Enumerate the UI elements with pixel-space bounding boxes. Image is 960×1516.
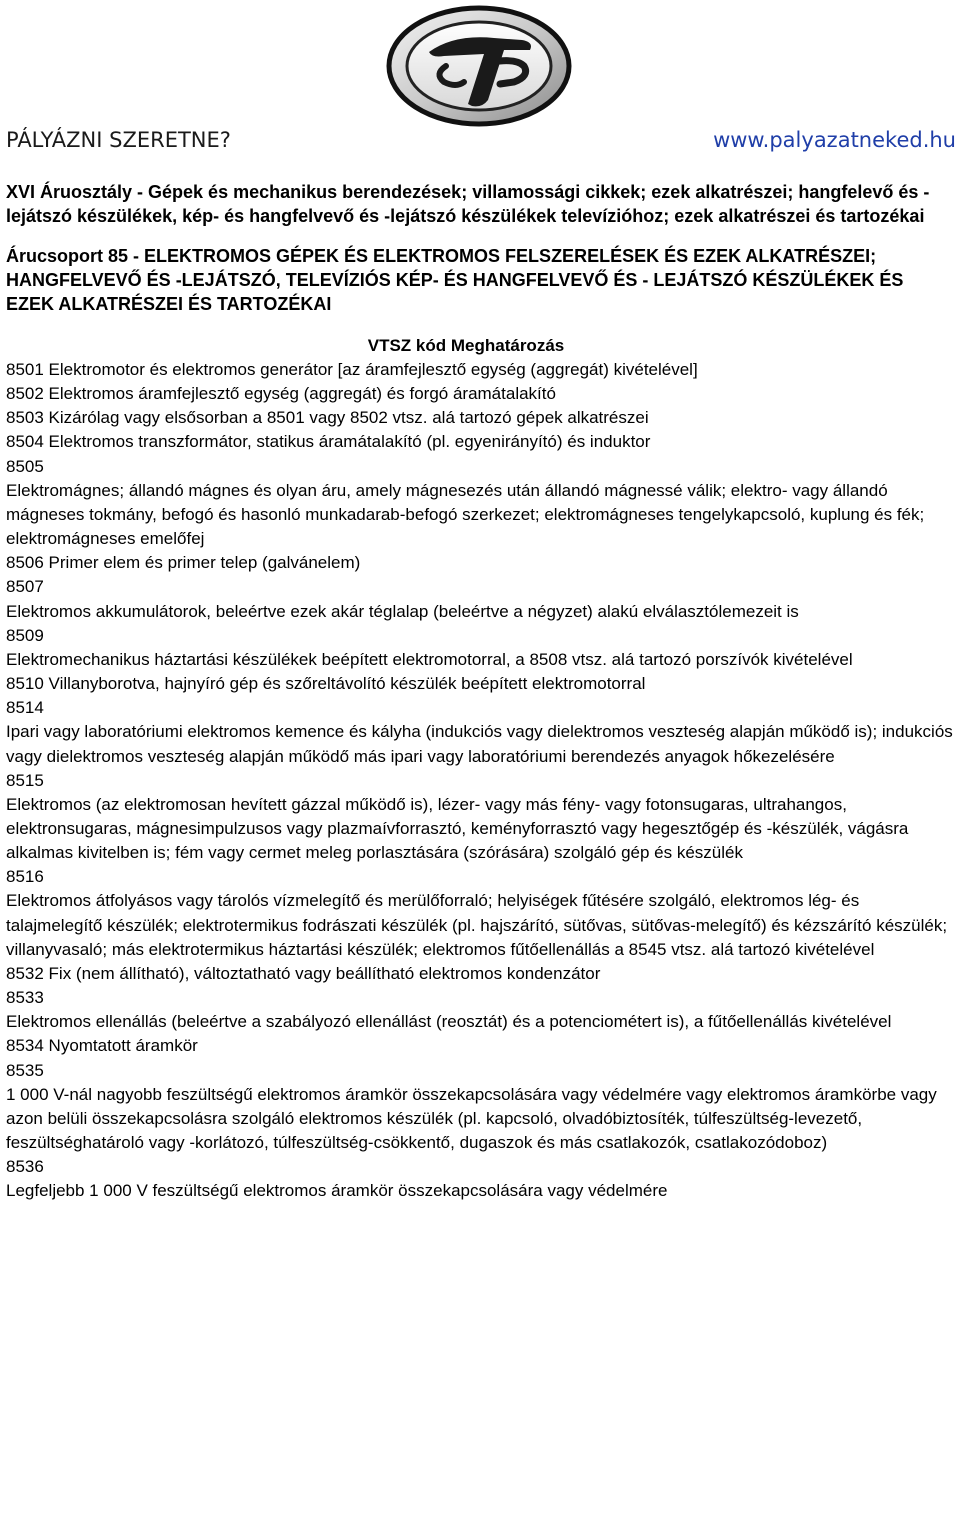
entry-line: 8507 [6,577,44,597]
entry-line: 8510 Villanyborotva, hajnyíró gép és szőreltávolító készülék beépített elektromotorral [6,674,646,694]
entry-line: 8504 Elektromos transzformátor, statikus áramátalakító (pl. egyenirányító) és induktor [6,432,651,452]
entry-line: 8534 Nyomtatott áramkör [6,1036,198,1056]
header-website-link[interactable]: www.palyazatneked.hu [713,128,956,152]
entry-line: 8536 [6,1157,44,1177]
entry-line: Elektromos (az elektromosan hevített gázzal működő is), lézer- vagy más fény- vagy fotonsugaras, ultrahangos, elektronsugaras, mágnesimpulzusos vagy plazmaívforrasztó, keményforrasztó vagy hegesztőgép és -készülék, vágásra alkalmas kivitelben is; fém vagy cermet meleg porlasztására (szórására) szolgáló gép és készülék [6,794,909,863]
entry-line: 8502 Elektromos áramfejlesztő egység (aggregát) és forgó áramátalakító [6,384,556,404]
document-body [6,180,956,1203]
entry-line: Elektromos akkumulátorok, beleértve ezek akár téglalap (beleértve a négyzet) alakú elválasztólemezeit is [6,601,799,621]
entry-line: 8506 Primer elem és primer telep (galvánelem) [6,553,361,573]
entry-line: Elektromos ellenállás (beleértve a szabályozó ellenállást (reosztát) és a potenciométert is), a fűtőellenállás kivételével [6,1012,892,1032]
entry-line: 8533 [6,988,44,1008]
entry-line: Ipari vagy laboratóriumi elektromos kemence és kályha (indukciós vagy dielektromos veszteség alapján működő is); indukciós vagy dielektromos veszteség alapján működő más ipari vagy laboratóriumi berendezés anyagok hőkezelésére [6,722,953,766]
entry-line: 8501 Elektromotor és elektromos generátor [az áramfejlesztő egység (aggregát) kivételével] [6,360,698,379]
site-logo [384,4,574,134]
entry-line: Elektromágnes; állandó mágnes és olyan áru, amely mágnesezés után állandó mágnessé válik; elektro- vagy állandó mágneses tokmány, befogó és hasonló munkadarab-befogó szerkezet; elektromágneses tengelykapcsoló, kuplung és fék; elektromágneses emelőfej [6,480,925,549]
group-title: Árucsoport 85 - ELEKTROMOS GÉPEK ÉS ELEKTROMOS FELSZERELÉSEK ÉS EZEK ALKATRÉSZEI; HANGFELVEVŐ ÉS -LEJÁTSZÓ, TELEVÍZIÓS KÉP- ÉS HANGFELVEVŐ ÉS - LEJÁTSZÓ KÉSZÜLÉKEK ÉS EZEK ALKATRÉSZEI ÉS TARTOZÉKAI [6,246,904,314]
entry-line: 8514 [6,698,44,718]
header-tagline: PÁLYÁZNI SZERETNE? [6,128,231,152]
entry-line: 8505 [6,456,44,476]
entry-line: 8503 Kizárólag vagy elsősorban a 8501 vagy 8502 vtsz. alá tartozó gépek alkatrészei [6,408,649,428]
column-header: VTSZ kód Meghatározás [367,336,565,355]
entry-line: 8535 [6,1060,44,1080]
entry-line: Elektromechanikus háztartási készülékek beépített elektromotorral, a 8508 vtsz. alá tartozó porszívók kivételével [6,649,853,669]
entry-line: 8516 [6,867,44,887]
entry-line: Legfeljebb 1 000 V feszültségű elektromos áramkör összekapcsolására vagy védelmére [6,1181,668,1201]
entry-line: 8515 [6,770,44,790]
section-title: XVI Áruosztály - Gépek és mechanikus berendezések; villamossági cikkek; ezek alkatrészei; hangfelevő és -lejátszó készülékek, kép- és hangfelvevő és -lejátszó készülékek televízióhoz; ezek alkatrészei és tartozékai [6,182,930,226]
entry-line: Elektromos átfolyásos vagy tárolós vízmelegítő és merülőforraló; helyiségek fűtésére szolgáló, elektromos lég- és talajmelegítő készülék; elektrotermikus fodrászati készülék (pl. hajszárító, sütővas, sütővas-melegítő) és kézszárító készülék; villanyvasaló; más elektrotermikus háztartási készülék; elektromos fűtőellenállás a 8545 vtsz. alá tartozó kivételével [6,891,948,959]
entry-line: 8532 Fix (nem állítható), változtatható vagy beállítható elektromos kondenzátor [6,963,601,983]
entry-line: 8509 [6,625,44,645]
entry-line: 1 000 V-nál nagyobb feszültségű elektromos áramkör összekapcsolására vagy védelmére vagy elektromos áramkörbe vagy azon belüli összekapcsolásra szolgáló elektromos készülék (pl. kapcsoló, olvadóbiztosíték, túlfeszültség-levezető, feszültséghatároló vagy -korlátozó, túlfeszültség-csökkentő, dugaszok és más csatlakozók, csatlakozódoboz) [6,1084,937,1152]
entry-list [6,358,956,1203]
